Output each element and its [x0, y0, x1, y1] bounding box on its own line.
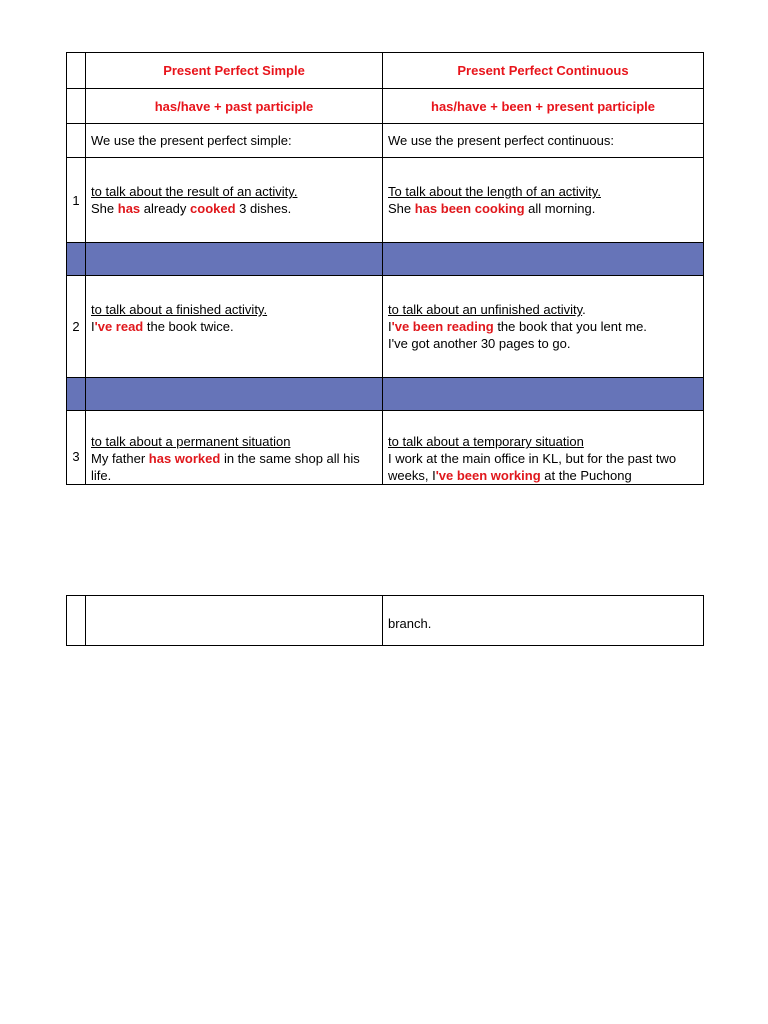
- example-text: 3 dishes.: [235, 201, 292, 216]
- row-number: 2: [67, 276, 86, 378]
- example-text: at the Puchong: [540, 468, 632, 483]
- verb-highlight: has been cooking: [414, 201, 525, 216]
- title-row: [67, 53, 704, 89]
- simple-usage: [86, 158, 383, 243]
- usage-row-1: [67, 158, 704, 243]
- row-number: 3: [67, 411, 86, 485]
- formula-row: [67, 89, 704, 124]
- continuation-table: [66, 595, 704, 646]
- usage-rule: to talk about a permanent situation: [91, 434, 291, 449]
- example-text: the book that you lent me.: [493, 319, 647, 334]
- example-text: I've got another 30 pages to go.: [388, 336, 571, 351]
- continuous-usage: [383, 158, 704, 243]
- row-number: 1: [67, 158, 86, 243]
- usage-row-2: [67, 276, 704, 378]
- example-text: She: [388, 201, 415, 216]
- verb-highlight: 've read: [94, 319, 144, 334]
- usage-row-3: [67, 411, 704, 485]
- example-text: all morning.: [524, 201, 596, 216]
- verb-highlight: has worked: [148, 451, 221, 466]
- usage-rule: to talk about the result of an activity.: [91, 184, 298, 199]
- example-text: I: [91, 319, 95, 334]
- simple-title: Present Perfect Simple: [86, 53, 383, 89]
- example-text: She: [91, 201, 118, 216]
- continuous-title: Present Perfect Continuous: [383, 53, 704, 89]
- example-text: My father: [91, 451, 149, 466]
- usage-rule: to talk about an unfinished activity: [388, 302, 583, 317]
- continuation-row: [67, 596, 704, 646]
- usage-rule: To talk about the length of an activity.: [388, 184, 601, 199]
- usage-rule-end: .: [582, 302, 586, 317]
- simple-intro: We use the present perfect simple:: [86, 124, 383, 158]
- continuous-usage: [383, 411, 704, 485]
- continuous-formula: has/have + been + present participle: [383, 89, 704, 124]
- example-text: the book twice.: [143, 319, 234, 334]
- corner-cell: [67, 53, 86, 89]
- continuous-usage: [383, 276, 704, 378]
- example-text: I: [388, 319, 392, 334]
- verb-highlight: 've been reading: [391, 319, 494, 334]
- example-text: I work at the main office in KL, but for the past two weeks, I: [388, 451, 677, 483]
- verb-highlight: 've been working: [435, 468, 541, 483]
- simple-formula: has/have + past participle: [86, 89, 383, 124]
- verb-highlight: has: [117, 201, 141, 216]
- separator-band: [67, 378, 704, 411]
- intro-row: [67, 124, 704, 158]
- example-text: in the same shop all his life.: [91, 451, 360, 483]
- usage-rule: to talk about a temporary situation: [388, 434, 584, 449]
- continuous-intro: We use the present perfect continuous:: [383, 124, 704, 158]
- continuation-text: branch.: [383, 596, 704, 646]
- verb-highlight: cooked: [190, 201, 236, 216]
- simple-usage: [86, 276, 383, 378]
- example-text: already: [140, 201, 191, 216]
- separator-band: [67, 243, 704, 276]
- tense-comparison-table: [66, 52, 704, 485]
- simple-usage: [86, 411, 383, 485]
- usage-rule: to talk about a finished activity.: [91, 302, 268, 317]
